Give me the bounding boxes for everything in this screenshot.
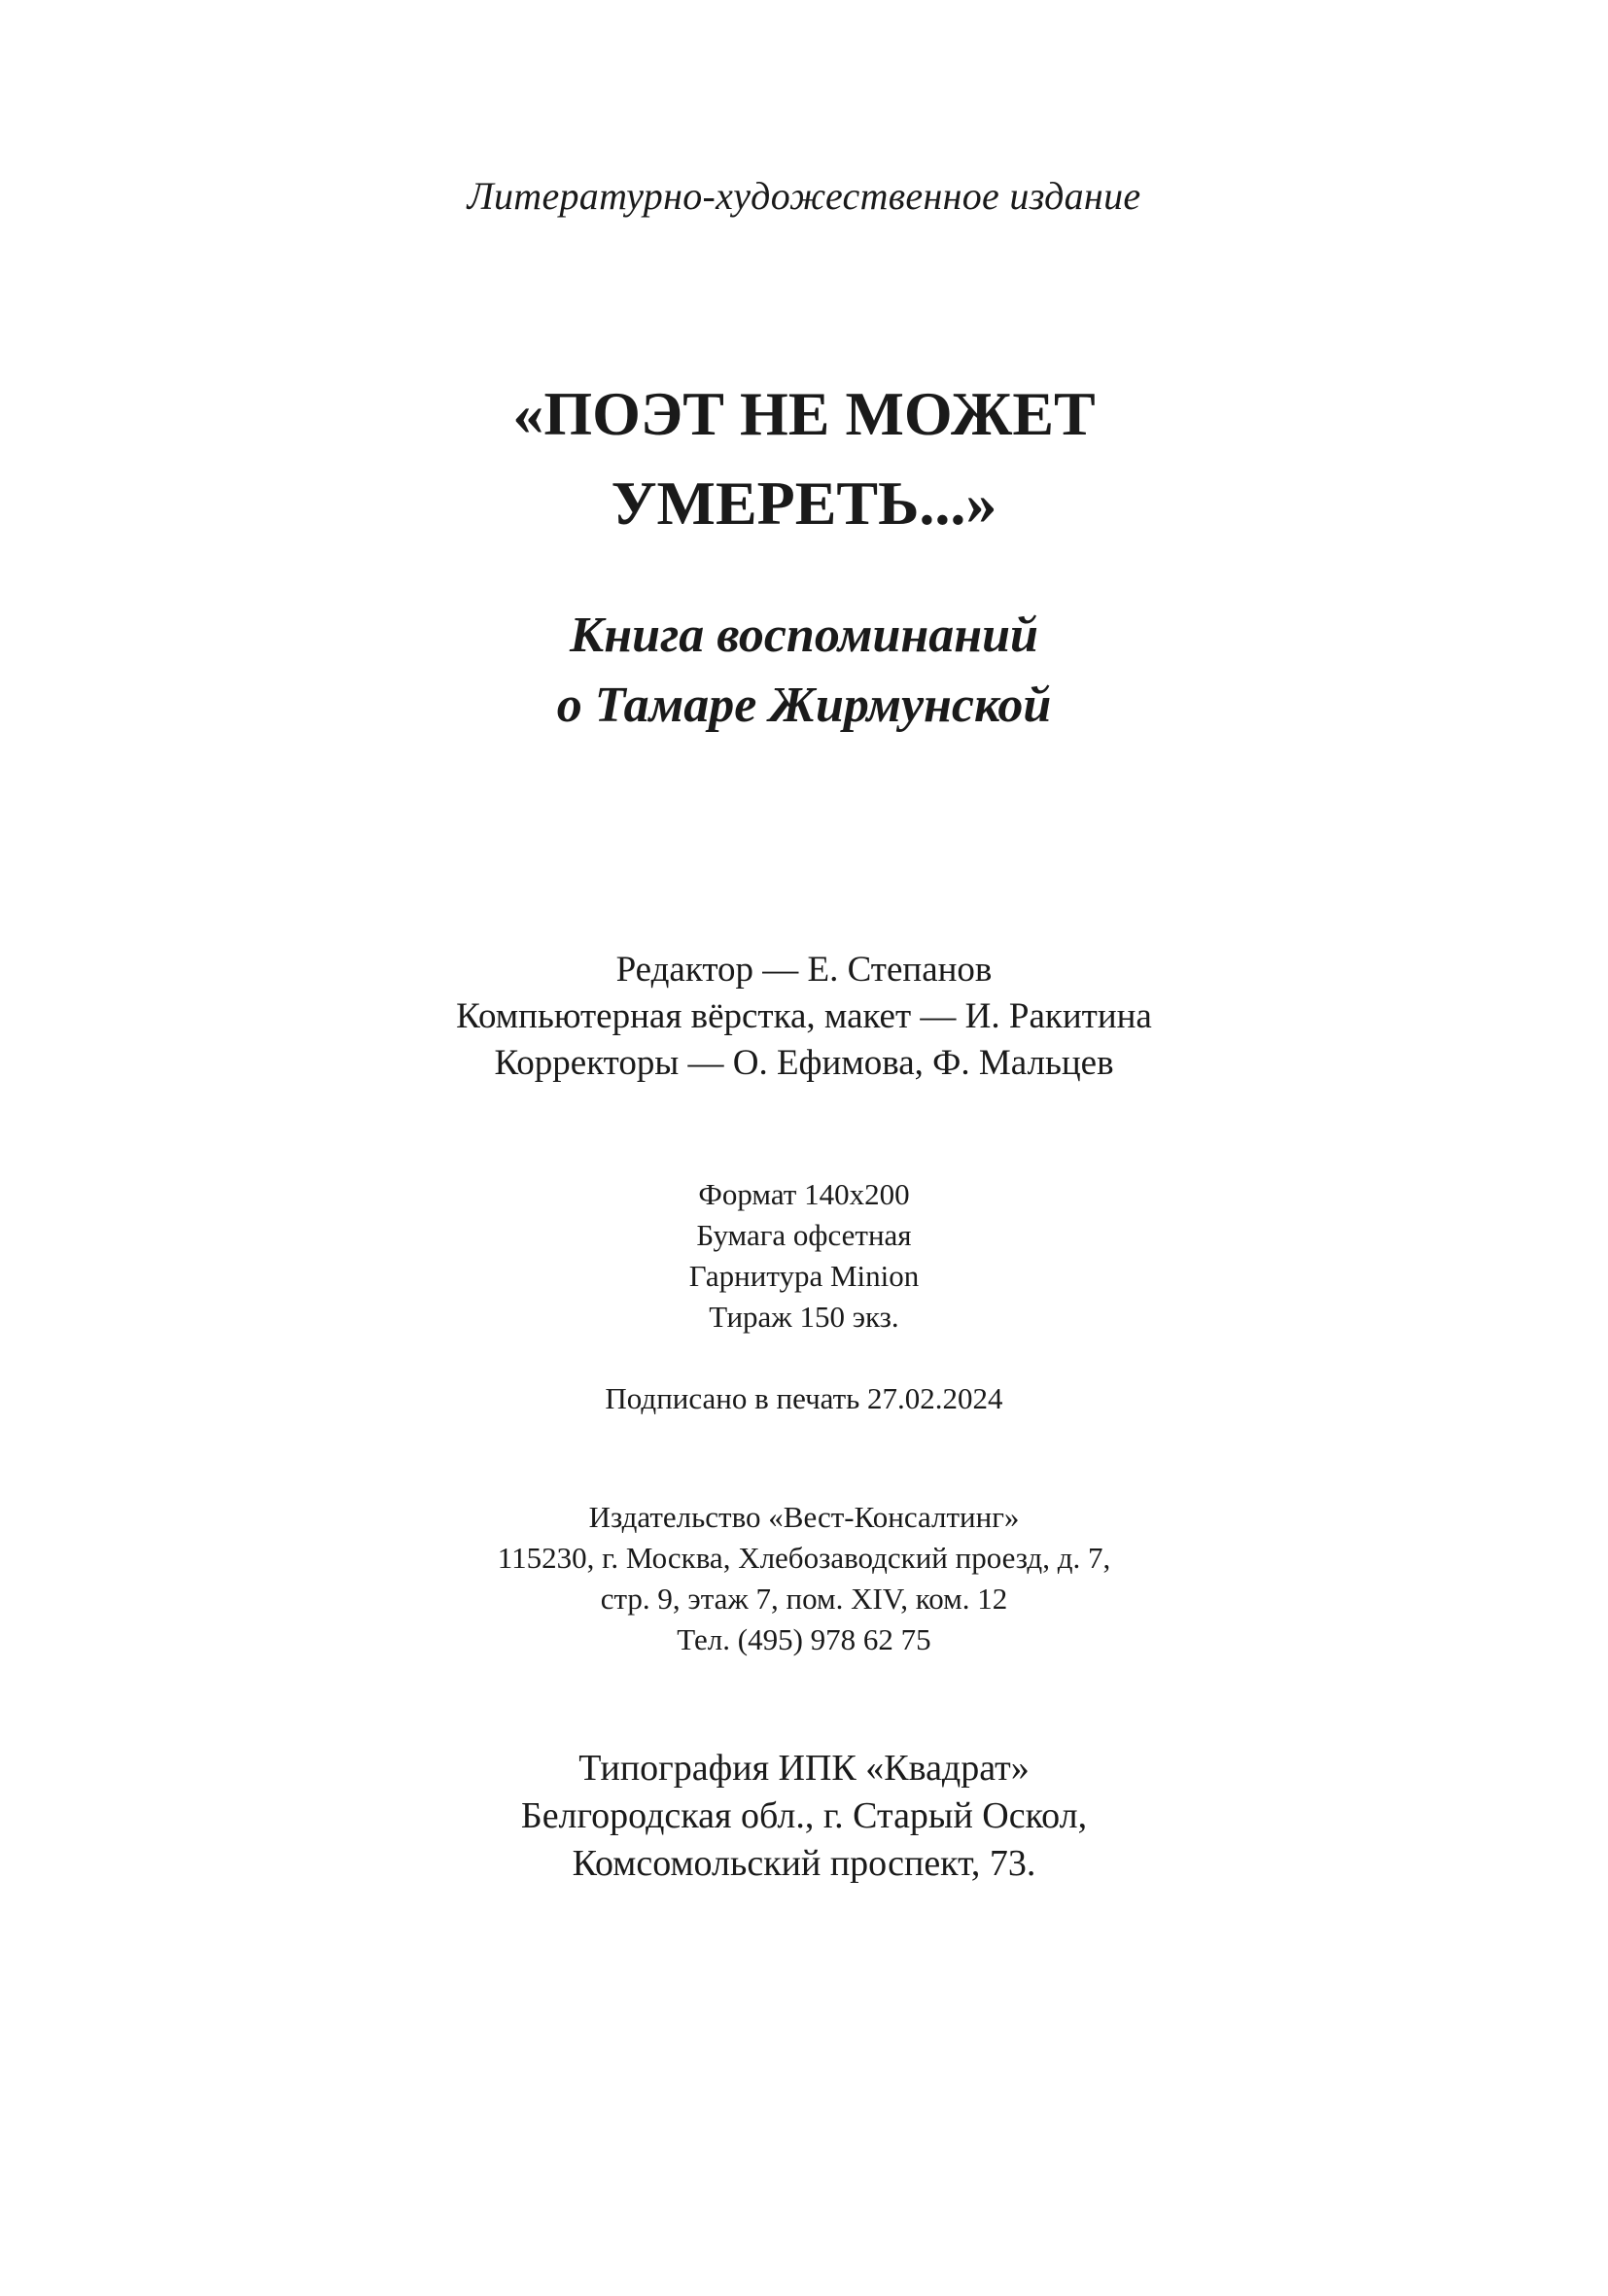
printer-block: [0, 1745, 1608, 1888]
book-subtitle: [0, 601, 1608, 741]
publisher-name: Издательство «Вест-Консалтинг»: [588, 1500, 1020, 1534]
book-title-line: «ПОЭТ НЕ МОЖЕТ: [512, 379, 1096, 448]
spec-format: Формат 140x200: [698, 1177, 910, 1211]
book-subtitle-line: Книга воспоминаний: [570, 608, 1038, 663]
print-specs-block: [0, 1174, 1608, 1338]
printer-name: Типография ИПК «Квадрат»: [578, 1748, 1030, 1789]
publisher-phone: Тел. (495) 978 62 75: [677, 1622, 931, 1656]
credit-layout: Компьютерная вёрстка, макет — И. Ракитина: [456, 996, 1152, 1036]
edition-type: [0, 173, 1608, 220]
edition-type-text: Литературно-художественное издание: [467, 174, 1141, 218]
spec-paper: Бумага офсетная: [696, 1218, 912, 1252]
signed-to-print-text: Подписано в печать 27.02.2024: [605, 1381, 1003, 1415]
publisher-address: стр. 9, этаж 7, пом. XIV, ком. 12: [600, 1582, 1008, 1616]
credits-block: [0, 947, 1608, 1087]
signed-to-print: [0, 1378, 1608, 1419]
publisher-block: [0, 1497, 1608, 1660]
credit-editor: Редактор — Е. Степанов: [615, 950, 993, 990]
printer-address: Белгородская обл., г. Старый Оскол,: [520, 1795, 1088, 1836]
spec-typeface: Гарнитура Minion: [688, 1259, 920, 1293]
spec-print-run: Тираж 150 экз.: [709, 1300, 899, 1334]
book-title: [0, 369, 1608, 548]
credit-proofreaders: Корректоры — О. Ефимова, Ф. Мальцев: [494, 1043, 1114, 1083]
publisher-address: 115230, г. Москва, Хлебозаводский проезд, д. 7,: [497, 1541, 1111, 1575]
book-title-line: УМЕРЕТЬ...»: [611, 469, 997, 538]
printer-address: Комсомольский проспект, 73.: [572, 1843, 1036, 1884]
book-subtitle-line: о Тамаре Жирмунской: [556, 678, 1052, 733]
